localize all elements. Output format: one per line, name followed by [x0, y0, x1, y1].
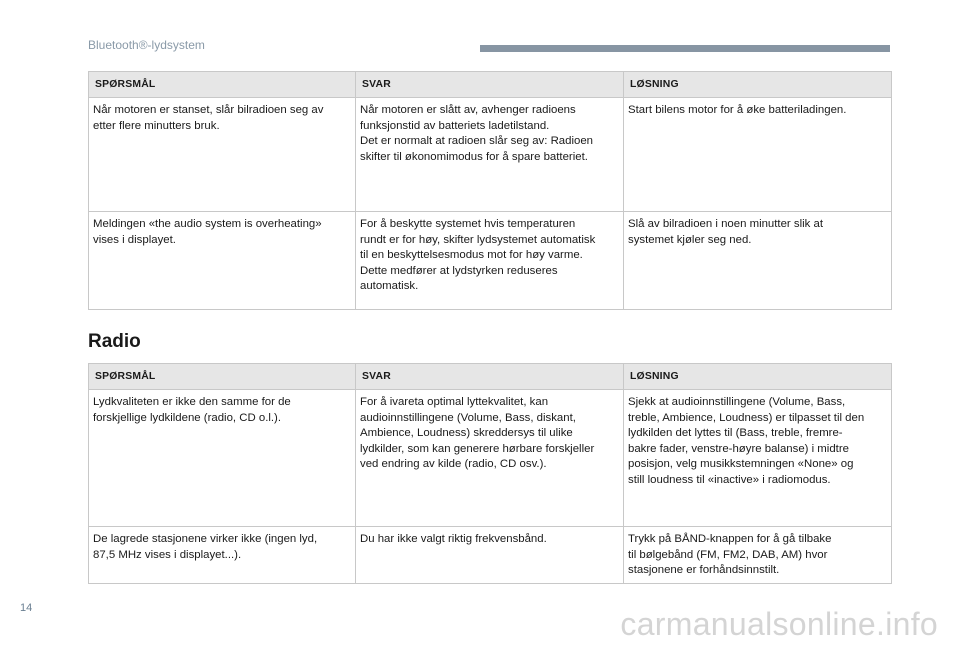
column-header-answer: SVAR — [356, 364, 624, 390]
solution-cell: Trykk på BÅND-knappen for å gå tilbake til bølgebånd (FM, FM2, DAB, AM) hvor stasjonene er forhåndsinnstilt. — [624, 527, 892, 584]
answer-cell: For å beskytte systemet hvis temperaturen rundt er for høy, skifter lydsystemet automatisk til en beskyttelsesmodus mot for høy varme. Dette medfører at lydstyrken reduseres automatisk. — [356, 212, 624, 310]
column-header-solution: LØSNING — [624, 72, 892, 98]
chapter-header-bar — [480, 45, 890, 52]
column-header-answer: SVAR — [356, 72, 624, 98]
table-header-row — [89, 72, 892, 98]
column-header-question: SPØRSMÅL — [89, 364, 356, 390]
question-cell: Meldingen «the audio system is overheating» vises i displayet. — [89, 212, 356, 310]
answer-cell: Du har ikke valgt riktig frekvensbånd. — [356, 527, 624, 584]
table-row — [89, 527, 892, 584]
faq-table-radio — [88, 363, 892, 584]
section-title-radio: Radio — [88, 331, 141, 352]
answer-cell: Når motoren er slått av, avhenger radioens funksjonstid av batteriets ladetilstand. Det er normalt at radioen slår seg av: Radioen skifter til økonomimodus for å spare batteriet. — [356, 98, 624, 212]
solution-cell: Start bilens motor for å øke batteriladingen. — [624, 98, 892, 212]
solution-cell: Sjekk at audioinnstillingene (Volume, Bass, treble, Ambience, Loudness) er tilpasset til den lydkilden det lyttes til (Bass, treble, fremre- bakre fader, venstre-høyre balanse) i midtre posisjon, velg musikkstemningen «None» og still loudness til «inactive» i radiomodus. — [624, 390, 892, 527]
table-header-row — [89, 364, 892, 390]
table-row — [89, 98, 892, 212]
solution-cell: Slå av bilradioen i noen minutter slik at systemet kjøler seg ned. — [624, 212, 892, 310]
column-header-solution: LØSNING — [624, 364, 892, 390]
answer-cell: For å ivareta optimal lyttekvalitet, kan audioinnstillingene (Volume, Bass, diskant, Ambience, Loudness) skreddersys til ulike lydkilder, som kan generere hørbare forskjeller ved endring av kilde (radio, CD osv.). — [356, 390, 624, 527]
chapter-title: Bluetooth®-lydsystem — [88, 38, 205, 52]
column-header-question: SPØRSMÅL — [89, 72, 356, 98]
table-row — [89, 390, 892, 527]
table-row — [89, 212, 892, 310]
faq-table-general — [88, 71, 892, 310]
question-cell: Når motoren er stanset, slår bilradioen seg av etter flere minutters bruk. — [89, 98, 356, 212]
question-cell: De lagrede stasjonene virker ikke (ingen lyd, 87,5 MHz vises i displayet...). — [89, 527, 356, 584]
question-cell: Lydkvaliteten er ikke den samme for de forskjellige lydkildene (radio, CD o.l.). — [89, 390, 356, 527]
page-number: 14 — [20, 602, 33, 614]
watermark: carmanualsonline.info — [620, 606, 938, 642]
